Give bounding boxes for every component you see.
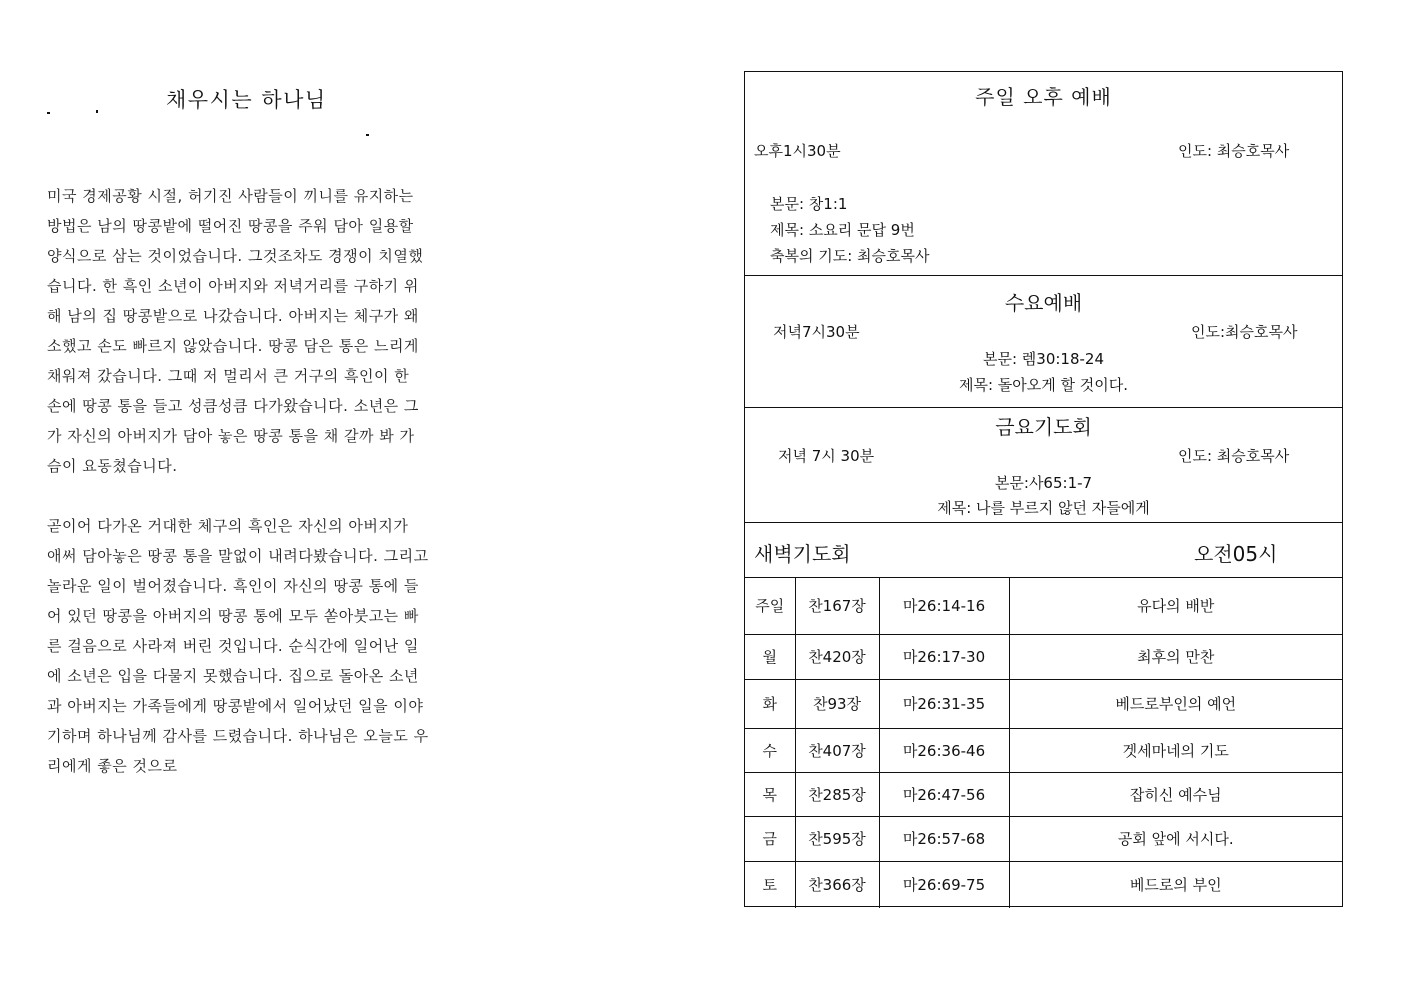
section-title: 주일 오후 예배: [975, 85, 1112, 109]
hymn-cell: 찬366장: [795, 861, 879, 908]
service-leader: 인도: 최승호목사: [1178, 447, 1290, 465]
stray-mark: [96, 110, 98, 113]
passage-cell: 마26:31-35: [879, 679, 1009, 728]
day-cell: 목: [745, 772, 795, 816]
section-title: 수요예배: [1004, 291, 1083, 315]
stray-mark: [366, 134, 369, 136]
passage-cell: 마26:57-68: [879, 816, 1009, 861]
wednesday-section: [745, 276, 1342, 408]
passage-cell: 마26:69-75: [879, 861, 1009, 908]
essay-title: 채우시는 하나님: [166, 88, 327, 112]
topic-cell: 겟세마네의 기도: [1009, 728, 1342, 772]
passage-cell: 마26:17-30: [879, 634, 1009, 679]
day-cell: 화: [745, 679, 795, 728]
hymn-cell: 찬93장: [795, 679, 879, 728]
passage-cell: 마26:47-56: [879, 772, 1009, 816]
friday-section: [745, 408, 1342, 523]
service-time: 오전05시: [1194, 542, 1278, 566]
passage-cell: 마26:36-46: [879, 728, 1009, 772]
sermon-subject: 제목: 돌아오게 할 것이다.: [958, 376, 1129, 394]
hymn-cell: 찬285장: [795, 772, 879, 816]
service-time: 오후1시30분: [754, 142, 841, 160]
topic-cell: 베드로의 부인: [1129, 876, 1222, 895]
hymn-cell: 찬407장: [795, 728, 879, 772]
table-row: [745, 861, 1342, 908]
service-time: 저녁 7시 30분: [778, 447, 875, 465]
passage-cell: 마26:14-16: [879, 578, 1009, 634]
essay-page: [0, 0, 700, 992]
table-row: [745, 772, 1342, 816]
hymn-cell: 찬420장: [795, 634, 879, 679]
sunday-afternoon-section: [745, 72, 1342, 276]
sermon-subject: 제목: 소요리 문답 9번: [770, 221, 915, 239]
dawn-prayer-header: [745, 523, 1342, 578]
day-cell: 월: [745, 634, 795, 679]
essay-paragraph: 곧이어 다가온 거대한 체구의 흑인은 자신의 아버지가 애써 담아놓은 땅콩 통을 말없이 내려다봤습니다. 그리고 놀라운 일이 벌어졌습니다. 흑인이 자신의 땅콩 통에 들 어 있던 땅콩을 아버지의 땅콩 통에 모두 쏟아붓고는 빠 른 걸음으로 사라져 버린 것입니다. 순식간에 일어난 일 에 소년은 입을 다물지 못했습니다. 집으로 돌아온 소년 과 아버지는 가족들에게 땅콩밭에서 일어났던 일을 이야 기하며 하나님께 감사를 드렸습니다. 하나님은 오늘도 우 리에게 좋은 것으로: [47, 517, 429, 775]
day-cell: 수: [745, 728, 795, 772]
table-row: [745, 634, 1342, 679]
table-row: [745, 728, 1342, 772]
topic-cell: 베드로부인의 예언: [1009, 679, 1342, 728]
service-leader: 인도: 최승호목사: [1178, 142, 1290, 160]
table-row: [745, 816, 1342, 861]
table-row: [745, 578, 1342, 634]
scripture-text: 본문:사65:1-7: [994, 474, 1093, 492]
stray-mark: [47, 112, 50, 114]
topic-cell: 공회 앞에 서시다.: [1009, 816, 1342, 861]
essay-paragraph: 미국 경제공황 시절, 허기진 사람들이 끼니를 유지하는 방법은 남의 땅콩밭에 떨어진 땅콩을 주워 담아 일용할 양식으로 삼는 것이었습니다. 그것조차도 경쟁이 치열했 습니다. 한 흑인 소년이 아버지와 저녁거리를 구하기 위 해 남의 집 땅콩밭으로 나갔습니다. 아버지는 체구가 왜 소했고 손도 빠르지 않았습니다. 땅콩 담은 통은 느리게 채워져 갔습니다. 그때 저 멀리서 큰 거구의 흑인이 한 손에 땅콩 통을 들고 성큼성큼 다가왔습니다. 소년은 그 가 자신의 아버지가 담아 놓은 땅콩 통을 채 갈까 봐 가 슴이 요동쳤습니다.: [47, 187, 424, 475]
topic-cell: 잡히신 예수님: [1009, 772, 1342, 816]
dawn-prayer-table: [745, 578, 1342, 908]
essay-body: [47, 181, 487, 781]
hymn-cell: 찬167장: [795, 578, 879, 634]
topic-cell: 최후의 만찬: [1009, 634, 1342, 679]
scripture-text: 본문: 창1:1: [770, 195, 848, 213]
section-title: 새벽기도회: [754, 542, 851, 566]
topic-cell: 유다의 배반: [1009, 578, 1342, 634]
table-row: [745, 679, 1342, 728]
sermon-subject: 제목: 나를 부르지 않던 자들에게: [937, 499, 1150, 517]
worship-schedule: [744, 71, 1343, 907]
scripture-text: 본문: 렘30:18-24: [982, 350, 1105, 368]
blessing-prayer: 축복의 기도: 최승호목사: [770, 247, 930, 265]
service-leader: 인도:최승호목사: [1191, 323, 1298, 341]
section-title: 금요기도회: [995, 415, 1092, 439]
service-time: 저녁7시30분: [773, 323, 860, 341]
hymn-cell: 찬595장: [795, 816, 879, 861]
day-cell: 주일: [745, 578, 795, 634]
day-cell: 금: [745, 816, 795, 861]
day-cell: 토: [745, 861, 795, 908]
